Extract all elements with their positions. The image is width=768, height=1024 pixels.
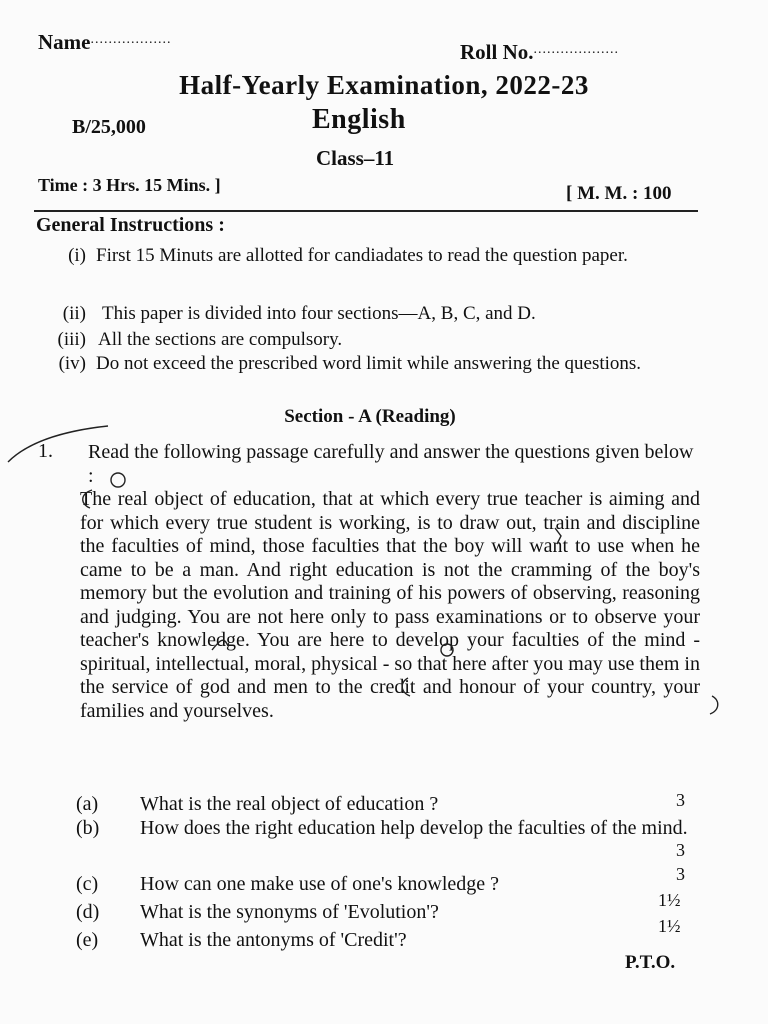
- instruction-text: Do not exceed the prescribed word limit while answering the questions.: [96, 353, 642, 374]
- pen-circle: [111, 473, 125, 487]
- instructions-heading: General Instructions :: [36, 214, 225, 236]
- marks-value: 1½: [658, 916, 681, 936]
- sub-question-text: How can one make use of one's knowledge ?: [140, 873, 500, 895]
- paper-code: B/25,000: [72, 116, 146, 138]
- marks-value: 3: [676, 864, 685, 884]
- time-allowed: Time : 3 Hrs. 15 Mins. ]: [38, 175, 221, 195]
- question-prompt: Read the following passage carefully and answer the questions given below :: [88, 441, 694, 487]
- pen-mark: [555, 528, 561, 544]
- marks-value: 3: [676, 790, 685, 810]
- pto-label: P.T.O.: [625, 952, 676, 973]
- max-marks: [ M. M. : 100: [566, 183, 672, 204]
- sub-question-label: (d): [76, 901, 100, 923]
- sub-question-text: What is the real object of education ?: [140, 793, 439, 815]
- reading-passage: The real object of education, that at which every true teacher is aiming and for which every true student is working, is to draw out, train and discipline the faculties of mind, those faculties that the boy will want to use when he came to be a man. And right education is not the cramming of the boy's memory but the evolution and training of his powers of observing, reasoning and judging. You are not here only to pass examinations or to observe your teacher's knowledge. You are here to develop your faculties of the mind - spiritual, intellectual, moral, physical - so that here after you may use them in the service of god and men to the credit and honour of your country, your families and yourselves.: [80, 488, 700, 722]
- pen-mark: [212, 640, 228, 650]
- pen-bracket: [710, 696, 718, 714]
- pen-stroke: [8, 426, 108, 462]
- name-label: Name: [38, 30, 91, 54]
- sub-question-label: (c): [76, 873, 99, 895]
- exam-title: Half-Yearly Examination, 2022-23: [179, 70, 589, 100]
- section-a-heading: Section - A (Reading): [284, 406, 456, 427]
- instruction-number: (iii): [57, 329, 86, 350]
- pen-circle: [441, 644, 453, 656]
- sub-question-text: What is the synonyms of 'Evolution'?: [140, 901, 439, 923]
- sub-question-label: (b): [76, 817, 100, 839]
- pen-bracket: [402, 678, 410, 696]
- sub-question-label: (e): [76, 929, 99, 951]
- marks-value: 3: [676, 840, 685, 860]
- marks-value: 1½: [658, 890, 681, 910]
- subject-title: English: [312, 104, 406, 135]
- roll-label: Roll No.: [460, 40, 534, 64]
- instruction-text: This paper is divided into four sections—A, B, C, and D.: [102, 303, 536, 324]
- name-blank: ..................: [90, 32, 172, 47]
- question-number: 1.: [38, 440, 53, 462]
- instruction-text: First 15 Minuts are allotted for candiadates to read the question paper.: [96, 245, 628, 266]
- sub-question-text: What is the antonyms of 'Credit'?: [140, 929, 407, 951]
- instruction-number: (iv): [58, 353, 86, 374]
- class-label: Class–11: [316, 146, 395, 170]
- instruction-text: All the sections are compulsory.: [98, 329, 343, 350]
- sub-question-text: How does the right education help develop the faculties of the mind.: [140, 817, 688, 839]
- instruction-number: (ii): [62, 303, 86, 324]
- instruction-number: (i): [68, 245, 86, 266]
- roll-blank: ...................: [533, 42, 619, 57]
- pen-bracket: [83, 490, 92, 508]
- sub-question-label: (a): [76, 793, 99, 815]
